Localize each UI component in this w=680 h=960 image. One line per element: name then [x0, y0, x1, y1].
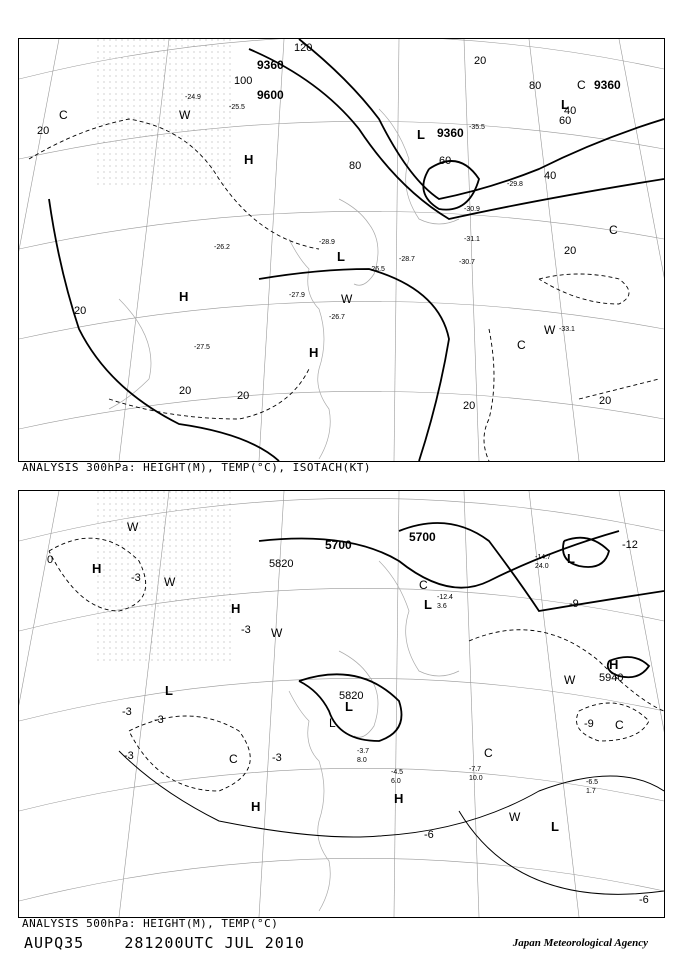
temp-contour-label: -3 — [241, 624, 251, 636]
temp-value: -31.1 — [464, 236, 480, 243]
isotach-label: 20 — [474, 55, 487, 67]
warm-center: W — [544, 323, 556, 337]
temp-value: -27.9 — [289, 292, 305, 299]
station-value: -7.7 — [469, 766, 482, 773]
cold-center: C — [517, 338, 526, 352]
temp-contour-label: -3 — [122, 706, 132, 718]
low-center: L — [345, 699, 353, 714]
temp-value: -26.7 — [329, 314, 345, 321]
cold-center: C — [609, 223, 618, 237]
station-value: 10.0 — [469, 775, 483, 782]
temp-value: -35.5 — [469, 124, 485, 131]
high-center: H — [179, 289, 189, 304]
cold-center: C — [484, 746, 493, 760]
high-center: H — [244, 152, 254, 167]
lower-chart-caption: ANALYSIS 500hPa: HEIGHT(M), TEMP(°C) — [22, 917, 279, 930]
station-value: -14.7 — [535, 554, 551, 561]
chart-code: AUPQ35 — [24, 934, 85, 952]
temp-contour-label: 0 — [47, 554, 54, 566]
temp-contour-label: -6 — [424, 829, 434, 841]
station-value: 1.7 — [586, 788, 596, 795]
isotach-label: 60 — [559, 115, 572, 127]
isotach-label: 60 — [439, 155, 452, 167]
temp-contour-label: -9 — [569, 598, 579, 610]
isotach-label: 20 — [564, 245, 577, 257]
low-center: L — [337, 249, 345, 264]
upper-map-svg — [19, 39, 664, 461]
temp-value: -26.2 — [214, 244, 230, 251]
height-label: 5940 — [599, 672, 624, 684]
isotach-label: 100 — [234, 75, 253, 87]
temp-value: -26.5 — [369, 266, 385, 273]
height-label: 9360 — [437, 126, 464, 140]
low-center: L — [165, 683, 173, 698]
temp-contour-label: -3 — [131, 572, 141, 584]
isotach-label: 80 — [529, 80, 542, 92]
upper-analysis-chart — [18, 38, 665, 462]
station-value: -3.7 — [357, 748, 370, 755]
height-label: 5820 — [269, 558, 294, 570]
temp-value: -29.8 — [507, 181, 523, 188]
isotach-label: 20 — [74, 305, 87, 317]
agency-name: Japan Meteorological Agency — [512, 937, 648, 949]
isotach-label: 80 — [349, 160, 362, 172]
warm-center: W — [271, 626, 283, 640]
isotach-label: 40 — [564, 105, 577, 117]
height-label: 5820 — [339, 690, 364, 702]
height-label: 9360 — [257, 58, 284, 72]
station-value: -12.4 — [437, 594, 453, 601]
chart-footer — [24, 934, 305, 952]
low-center: L — [424, 597, 432, 612]
temp-contour-label: -3 — [272, 752, 282, 764]
low-center: L — [417, 127, 425, 142]
isotach-label: 40 — [544, 170, 557, 182]
high-center: H — [92, 561, 102, 576]
warm-center: W — [127, 520, 139, 534]
height-label: 5700 — [325, 538, 352, 552]
low-center: L — [561, 97, 569, 112]
isotach-label: 20 — [599, 395, 612, 407]
cold-center: C — [419, 578, 428, 592]
temp-value: -30.9 — [464, 206, 480, 213]
lower-map-labels — [47, 520, 649, 906]
stipple-region — [94, 39, 234, 189]
isotach-label: 20 — [179, 385, 192, 397]
temp-value: -33.1 — [559, 326, 575, 333]
lower-map-svg — [19, 491, 664, 917]
warm-center: W — [509, 810, 521, 824]
height-label: 5700 — [409, 530, 436, 544]
temp-value: -28.9 — [319, 239, 335, 246]
high-center: H — [394, 791, 404, 806]
high-center: H — [309, 345, 319, 360]
station-value: 6.0 — [391, 778, 401, 785]
height-label: 9600 — [257, 88, 284, 102]
temp-contour-label: -9 — [584, 718, 594, 730]
temp-contour-label: -3 — [154, 714, 164, 726]
temp-value: -27.5 — [194, 344, 210, 351]
low-center: L — [551, 819, 559, 834]
chart-datetime: 281200UTC JUL 2010 — [124, 934, 305, 952]
cold-center: C — [59, 108, 68, 122]
station-value: -4.5 — [391, 769, 404, 776]
high-center: H — [609, 657, 619, 672]
height-label: 9360 — [594, 78, 621, 92]
high-center: H — [231, 601, 241, 616]
temp-value: -24.9 — [185, 94, 201, 101]
isotach-label: 120 — [294, 42, 313, 54]
temp-value: -28.7 — [399, 256, 415, 263]
station-value: 8.0 — [357, 757, 367, 764]
lower-analysis-chart — [18, 490, 665, 918]
upper-chart-caption: ANALYSIS 300hPa: HEIGHT(M), TEMP(°C), ISOTACH(KT) — [22, 461, 372, 474]
station-value: -6.5 — [586, 779, 599, 786]
temp-contour-label: -12 — [622, 539, 638, 551]
warm-center: W — [341, 292, 353, 306]
warm-center: W — [564, 673, 576, 687]
temp-contour-label: -3 — [124, 750, 134, 762]
temp-value: -30.7 — [459, 259, 475, 266]
cold-center: C — [615, 718, 624, 732]
cold-center: C — [229, 752, 238, 766]
cold-center: C — [577, 78, 586, 92]
high-center: H — [251, 799, 261, 814]
low-center: L — [329, 716, 336, 730]
isotach-label: 20 — [463, 400, 476, 412]
low-center: L — [567, 551, 575, 566]
isotach-label: 20 — [37, 125, 50, 137]
station-value: 24.0 — [535, 563, 549, 570]
height-contours — [259, 523, 664, 741]
warm-center: W — [164, 575, 176, 589]
isotach-label: 20 — [237, 390, 250, 402]
warm-center: W — [179, 108, 191, 122]
station-value: 3.6 — [437, 603, 447, 610]
temp-value: -25.5 — [229, 104, 245, 111]
temp-contour-label: -6 — [639, 894, 649, 906]
